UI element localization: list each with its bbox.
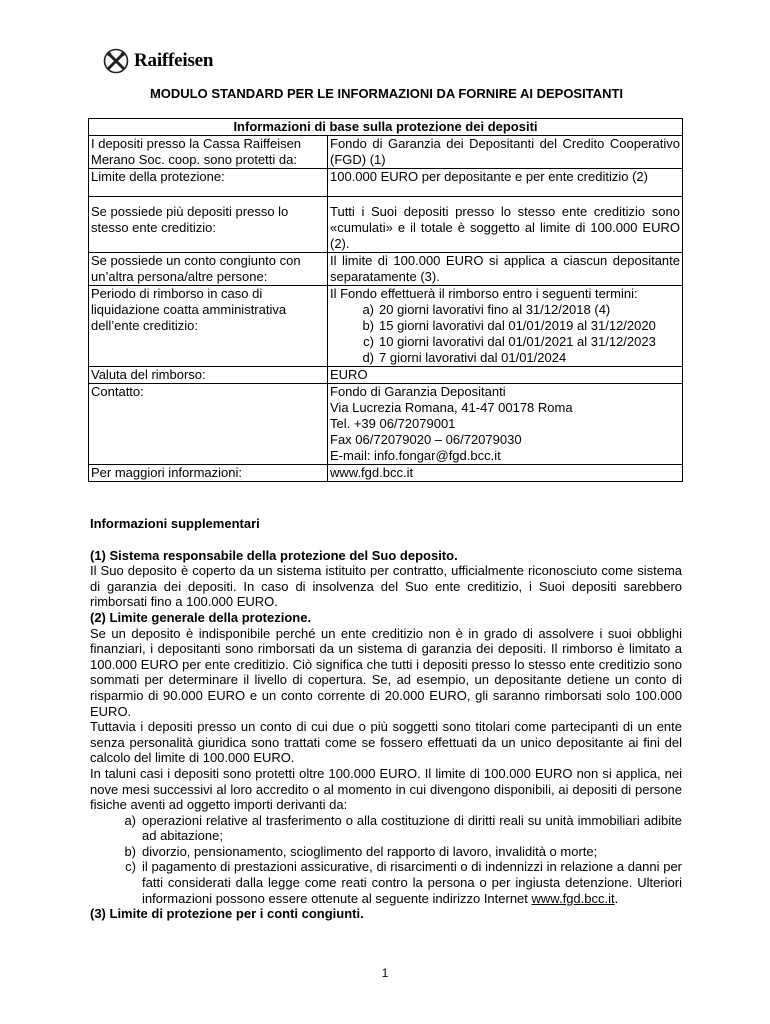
table-row [89, 465, 683, 482]
list-marker: d) [362, 350, 374, 365]
table-row [89, 367, 683, 384]
list-item [90, 844, 682, 860]
contact-line: Via Lucrezia Romana, 41-47 00178 Roma [330, 400, 573, 415]
contact-line: Fax 06/72079020 – 06/72079030 [330, 432, 522, 447]
table-row [89, 136, 683, 169]
link-period: . [614, 890, 619, 906]
raiffeisen-emblem-icon [103, 48, 129, 74]
section-2-heading: (2) Limite generale della protezione. [90, 609, 312, 625]
terms-intro: Il Fondo effettuerà il rimborso entro i seguenti termini: [330, 286, 638, 301]
list-marker: c) [125, 859, 136, 875]
contact-line: Fondo di Garanzia Depositanti [330, 384, 506, 399]
supplementary-info [90, 516, 682, 922]
section-3-heading: (3) Limite di protezione per i conti congiunti. [90, 906, 364, 922]
logo-wordmark: Raiffeisen [134, 50, 214, 71]
contact-line: Tel. +39 06/72079001 [330, 416, 456, 431]
supplementary-heading: Informazioni supplementari [90, 516, 260, 531]
fgd-website-link[interactable]: www.fgd.bcc.it [531, 890, 615, 906]
list-marker: a) [124, 812, 136, 828]
list-text: il pagamento di prestazioni assicurative, di risarcimenti o di indennizzi in relazione a danni per fatti considerati dalla legge come reati contro la persona o per ingiusta detenzione. Ulteriori informazioni possono essere ottenute al seguente indirizzo Internet [142, 859, 682, 906]
table-row [89, 384, 683, 465]
row-value: 100.000 EURO per depositante e per ente creditizio (2) [328, 169, 683, 197]
list-text: operazioni relative al trasferimento o alla costituzione di diritti reali su unità immobiliari adibite ad abitazione; [142, 812, 682, 844]
list-marker: b) [124, 843, 136, 859]
list-text: 20 giorni lavorativi fino al 31/12/2018 (4) [379, 302, 611, 317]
table-row [89, 169, 683, 197]
list-marker: b) [362, 318, 374, 333]
section-2-paragraph: In taluni casi i depositi sono protetti oltre 100.000 EURO. Il limite di 100.000 EURO non si applica, nei nove mesi successivi al loro accredito o al momento in cui divengono disponibili, ai depositi di persone fisiche aventi ad oggetto importi derivanti da: [90, 765, 682, 813]
row-value: www.fgd.bcc.it [328, 465, 683, 482]
list-text: divorzio, pensionamento, scioglimento del rapporto di lavoro, invalidità o morte; [142, 843, 598, 859]
contact-block [328, 384, 683, 465]
row-label: Se possiede un conto congiunto con un’altra persona/altre persone: [89, 253, 328, 286]
contact-line: E-mail: info.fongar@fgd.bcc.it [330, 448, 501, 463]
table-row [89, 197, 683, 253]
row-value-terms [328, 286, 683, 367]
row-label: Limite della protezione: [89, 169, 328, 197]
section-2-list [90, 813, 682, 907]
row-value: Tutti i Suoi depositi presso lo stesso ente creditizio sono «cumulati» e il totale è soggetto al limite di 100.000 EURO (2). [328, 197, 683, 253]
section-1-text: Il Suo deposito è coperto da un sistema istituito per contratto, ufficialmente riconosciuto come sistema di garanzia dei depositi. In caso di insolvenza del Suo ente creditizio, i Suoi depositi sarebbero rimborsati fino a 100.000 EURO. [90, 563, 682, 610]
terms-list [330, 302, 680, 366]
list-marker: c) [363, 334, 374, 349]
row-label: Contatto: [89, 384, 328, 465]
list-marker: a) [362, 302, 374, 317]
table-row [89, 253, 683, 286]
protection-info-table [88, 118, 683, 482]
list-text: 15 giorni lavorativi dal 01/01/2019 al 31/12/2020 [379, 318, 656, 333]
list-item [330, 318, 680, 334]
section-1-heading: (1) Sistema responsabile della protezione del Suo deposito. [90, 547, 458, 563]
row-label: Valuta del rimborso: [89, 367, 328, 384]
page-number: 1 [381, 966, 389, 980]
list-item [330, 334, 680, 350]
row-value: Fondo di Garanzia dei Depositanti del Credito Cooperativo (FGD) (1) [328, 136, 683, 169]
row-value: Il limite di 100.000 EURO si applica a ciascun depositante separatamente (3). [328, 253, 683, 286]
row-label: I depositi presso la Cassa Raiffeisen Merano Soc. coop. sono protetti da: [89, 136, 328, 169]
list-item [330, 350, 680, 366]
list-item [330, 302, 680, 318]
list-item [90, 813, 682, 844]
document-title: MODULO STANDARD PER LE INFORMAZIONI DA FORNIRE AI DEPOSITANTI [149, 86, 624, 101]
list-text: 7 giorni lavorativi dal 01/01/2024 [379, 350, 567, 365]
section-2-paragraph: Tuttavia i depositi presso un conto di cui due o più soggetti sono titolari come partecipanti di un ente senza personalità giuridica sono trattati come se fossero effettuati da un unico depositante ai fini del calcolo del limite di 100.000 EURO. [90, 719, 682, 766]
row-label: Per maggiori informazioni: [89, 465, 328, 482]
table-header: Informazioni di base sulla protezione dei depositi [89, 119, 683, 136]
table-row [89, 286, 683, 367]
section-2-paragraph: Se un deposito è indisponibile perché un ente creditizio non è in grado di assolvere i suoi obblighi finanziari, i depositanti sono rimborsati da un sistema di garanzia dei depositi. Il rimborso è limitato a 100.000 EURO per ente creditizio. Ciò significa che tutti i depositi presso lo stesso ente creditizio sono sommati per determinare il livello di copertura. Se, ad esempio, un depositante detiene un conto di risparmio di 90.000 EURO e un conto corrente di 20.000 EURO, gli saranno rimborsati solo 100.000 EURO. [90, 625, 682, 719]
list-text: 10 giorni lavorativi dal 01/01/2021 al 31/12/2023 [379, 334, 656, 349]
row-label: Periodo di rimborso in caso di liquidazione coatta amministrativa dell’ente creditizio: [89, 286, 328, 367]
list-item [90, 859, 682, 906]
raiffeisen-logo [103, 48, 213, 74]
row-value: EURO [328, 367, 683, 384]
row-label: Se possiede più depositi presso lo stesso ente creditizio: [89, 197, 328, 253]
